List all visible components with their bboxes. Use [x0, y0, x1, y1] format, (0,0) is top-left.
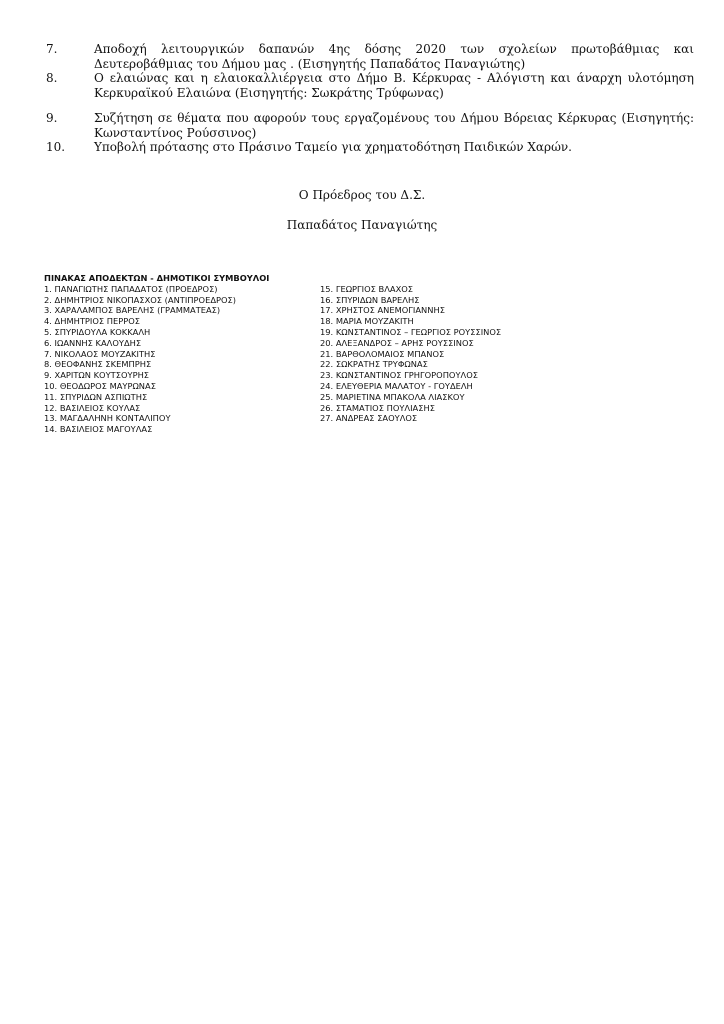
recipients-column-2	[320, 284, 501, 435]
recipient-item: 27. ΑΝΔΡΕΑΣ ΣΑΟΥΛΟΣ	[320, 413, 418, 424]
recipient-item: 13. ΜΑΓΔΑΛΗΝΗ ΚΟΝΤΑΛΙΠΟΥ	[44, 413, 171, 424]
recipient-item: 11. ΣΠΥΡΙΔΩΝ ΑΣΠΙΩΤΗΣ	[44, 391, 148, 402]
recipient-item: 2. ΔΗΜΗΤΡΙΟΣ ΝΙΚΟΠΑΣΧΟΣ (ΑΝΤΙΠΡΟΕΔΡΟΣ)	[44, 294, 237, 305]
recipients-section	[44, 273, 644, 435]
agenda-item-number: 7.	[46, 42, 58, 56]
recipient-item: 15. ΓΕΩΡΓΙΟΣ ΒΛΑΧΟΣ	[320, 283, 414, 294]
agenda-item-number: 9.	[46, 111, 58, 125]
agenda-item-text: Υποβολή πρότασης στο Πράσινο Ταμείο για χρηματοδότηση Παιδικών Χαρών.	[94, 140, 572, 154]
signature-role: Ο Πρόεδρος του Δ.Σ.	[298, 188, 426, 202]
recipient-item: 18. ΜΑΡΙΑ ΜΟΥΖΑΚΙΤΗ	[320, 316, 414, 327]
recipient-item: 22. ΣΩΚΡΑΤΗΣ ΤΡΥΦΩΝΑΣ	[320, 359, 428, 370]
recipient-item: 10. ΘΕΟΔΩΡΟΣ ΜΑΥΡΩΝΑΣ	[44, 380, 156, 391]
recipient-item: 14. ΒΑΣΙΛΕΙΟΣ ΜΑΓΟΥΛΑΣ	[44, 424, 153, 435]
agenda-item	[42, 140, 694, 155]
agenda-item	[42, 42, 694, 71]
recipient-item: 7. ΝΙΚΟΛΑΟΣ ΜΟΥΖΑΚΙΤΗΣ	[44, 348, 156, 359]
recipient-item: 6. ΙΩΑΝΝΗΣ ΚΑΛΟΥΔΗΣ	[44, 337, 142, 348]
recipients-column-1	[44, 284, 320, 435]
recipient-item: 20. ΑΛΕΞΑΝΔΡΟΣ – ΑΡΗΣ ΡΟΥΣΣΙΝΟΣ	[320, 337, 474, 348]
recipient-item: 24. ΕΛΕΥΘΕΡΙΑ ΜΑΛΑΤΟΥ - ΓΟΥΔΕΛΗ	[320, 380, 473, 391]
agenda-list	[42, 42, 694, 155]
recipient-item: 17. ΧΡΗΣΤΟΣ ΑΝΕΜΟΓΙΑΝΝΗΣ	[320, 305, 445, 316]
recipient-item: 4. ΔΗΜΗΤΡΙΟΣ ΠΕΡΡΟΣ	[44, 316, 141, 327]
agenda-item	[42, 111, 694, 140]
recipient-item: 21. ΒΑΡΘΟΛΟΜΑΙΟΣ ΜΠΑΝΟΣ	[320, 348, 445, 359]
recipient-item: 26. ΣΤΑΜΑΤΙΟΣ ΠΟΥΛΙΑΣΗΣ	[320, 402, 435, 413]
recipients-title: ΠΙΝΑΚΑΣ ΑΠΟΔΕΚΤΩΝ - ΔΗΜΟΤΙΚΟΙ ΣΥΜΒΟΥΛΟΙ	[44, 273, 270, 283]
recipient-item: 23. ΚΩΝΣΤΑΝΤΙΝΟΣ ΓΡΗΓΟΡΟΠΟΥΛΟΣ	[320, 370, 478, 381]
agenda-item-text: Συζήτηση σε θέματα που αφορούν τους εργαζομένους του Δήμου Βόρειας Κέρκυρας (Εισηγητής: Κωνσταντίνος Ρούσσινος)	[94, 111, 694, 140]
signature-name: Παπαδάτος Παναγιώτης	[286, 218, 438, 232]
agenda-item-number: 10.	[46, 140, 66, 154]
agenda-item	[42, 71, 694, 100]
recipient-item: 25. ΜΑΡΙΕΤΙΝΑ ΜΠΑΚΟΛΑ ΛΙΑΣΚΟΥ	[320, 391, 465, 402]
recipient-item: 1. ΠΑΝΑΓΙΩΤΗΣ ΠΑΠΑΔΑΤΟΣ (ΠΡΟΕΔΡΟΣ)	[44, 283, 218, 294]
agenda-item-number: 8.	[46, 71, 58, 85]
recipient-item: 5. ΣΠΥΡΙΔΟΥΛΑ ΚΟΚΚΑΛΗ	[44, 326, 151, 337]
recipient-item: 16. ΣΠΥΡΙΔΩΝ ΒΑΡΕΛΗΣ	[320, 294, 420, 305]
recipient-item: 3. ΧΑΡΑΛΑΜΠΟΣ ΒΑΡΕΛΗΣ (ΓΡΑΜΜΑΤΕΑΣ)	[44, 305, 221, 316]
recipient-item: 9. ΧΑΡΙΤΩΝ ΚΟΥΤΣΟΥΡΗΣ	[44, 370, 150, 381]
agenda-item-text: Αποδοχή λειτουργικών δαπανών 4ης δόσης 2020 των σχολείων πρωτοβάθμιας και Δευτεροβάθμιας του Δήμου μας . (Εισηγητής Παπαδάτος Παναγιώτης)	[94, 42, 694, 71]
agenda-item-text: Ο ελαιώνας και η ελαιοκαλλιέργεια στο Δήμο Β. Κέρκυρας - Αλόγιστη και άναρχη υλοτόμηση Κερκυραϊκού Ελαιώνα (Εισηγητής: Σωκράτης Τρύφωνας)	[94, 71, 694, 100]
recipient-item: 8. ΘΕΟΦΑΝΗΣ ΣΚΕΜΠΡΗΣ	[44, 359, 152, 370]
recipient-item: 12. ΒΑΣΙΛΕΙΟΣ ΚΟΥΛΑΣ	[44, 402, 141, 413]
recipient-item: 19. ΚΩΝΣΤΑΝΤΙΝΟΣ – ΓΕΩΡΓΙΟΣ ΡΟΥΣΣΙΝΟΣ	[320, 326, 502, 337]
